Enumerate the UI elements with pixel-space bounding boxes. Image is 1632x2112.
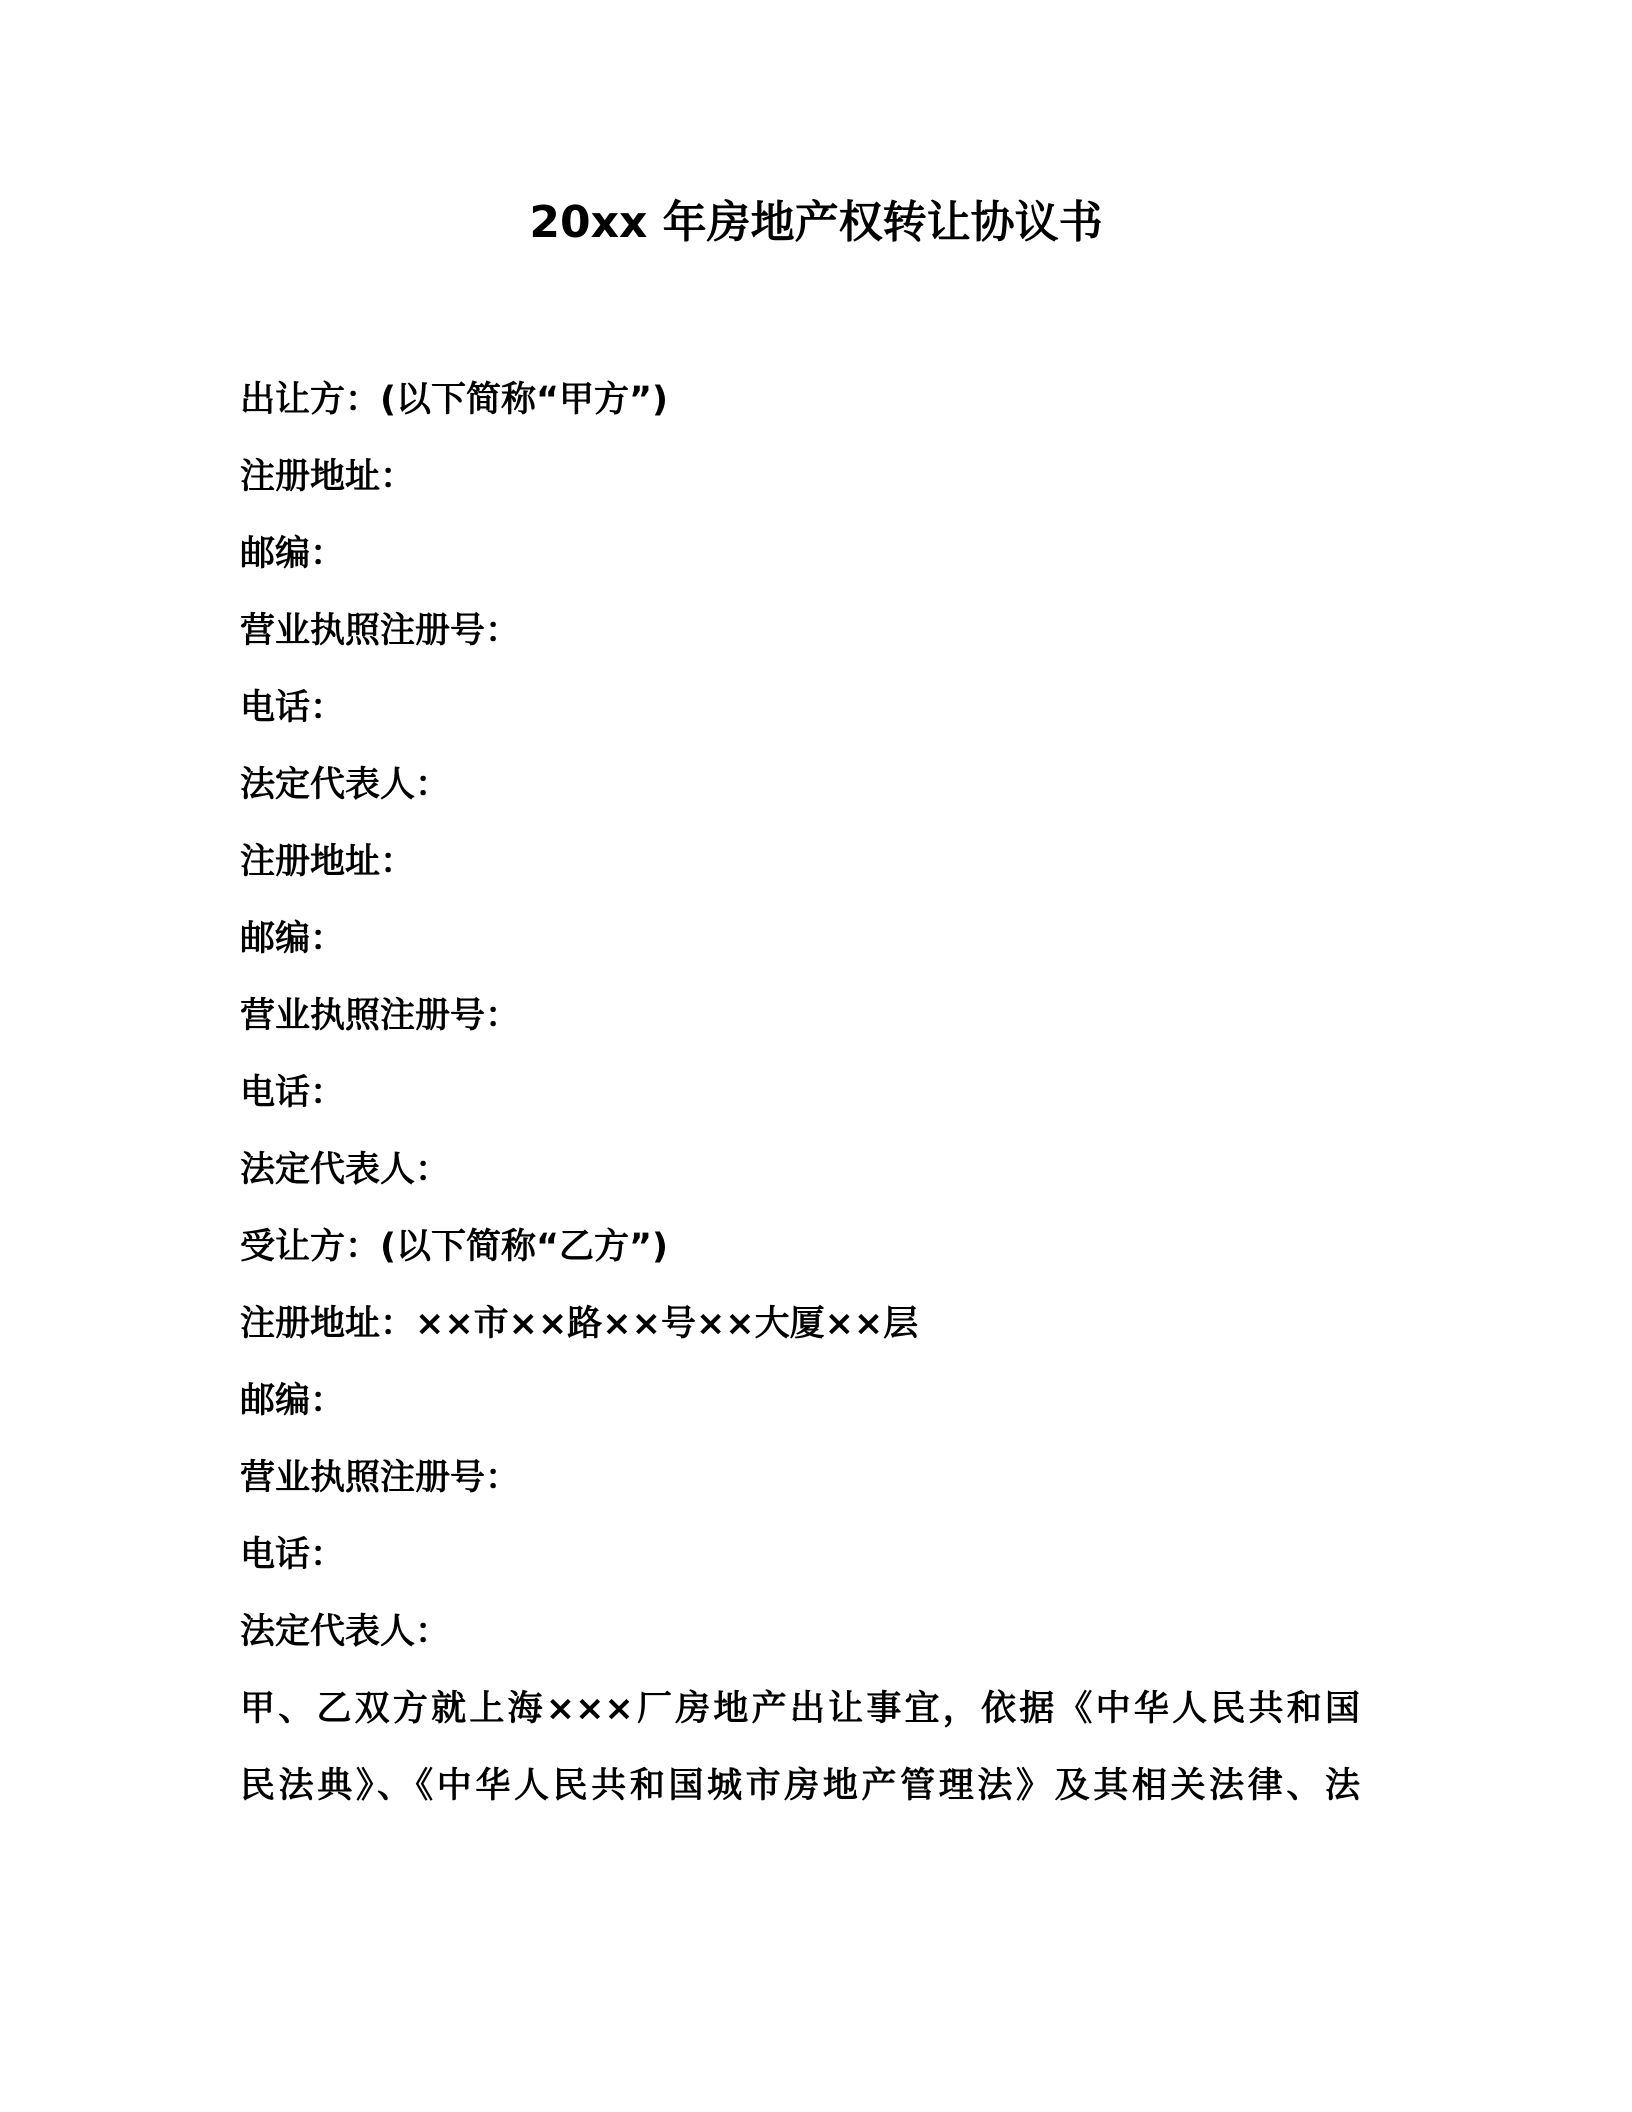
registered-address-line: 注册地址： xyxy=(240,842,416,882)
transferee-heading: 受让方：(以下简称“乙方”) xyxy=(240,1227,668,1267)
phone-line: 电话： xyxy=(240,688,346,728)
legal-representative-line: 法定代表人： xyxy=(240,1612,451,1652)
postcode-line: 邮编： xyxy=(240,534,346,574)
transferor-heading: 出让方：(以下简称“甲方”) xyxy=(240,380,668,420)
agreement-paragraph-line-1: 甲、乙双方就上海×××厂房地产出让事宜，依据《中华人民共和国 xyxy=(240,1689,1360,1729)
agreement-paragraph-line-2: 民法典》、《中华人民共和国城市房地产管理法》及其相关法律、法 xyxy=(240,1766,1360,1806)
registered-address-line: 注册地址： xyxy=(240,457,416,497)
business-license-line: 营业执照注册号： xyxy=(240,611,521,651)
legal-representative-line: 法定代表人： xyxy=(240,765,451,805)
business-license-line: 营业执照注册号： xyxy=(240,1458,521,1498)
phone-line: 电话： xyxy=(240,1535,346,1575)
postcode-line: 邮编： xyxy=(240,1381,346,1421)
postcode-line: 邮编： xyxy=(240,919,346,959)
phone-line: 电话： xyxy=(240,1073,346,1113)
legal-representative-line: 法定代表人： xyxy=(240,1150,451,1190)
document-body xyxy=(240,362,1360,1825)
registered-address-line: 注册地址：××市××路××号××大厦××层 xyxy=(240,1304,919,1344)
business-license-line: 营业执照注册号： xyxy=(240,996,521,1036)
document-title: 20xx 年房地产权转让协议书 xyxy=(529,197,1103,248)
